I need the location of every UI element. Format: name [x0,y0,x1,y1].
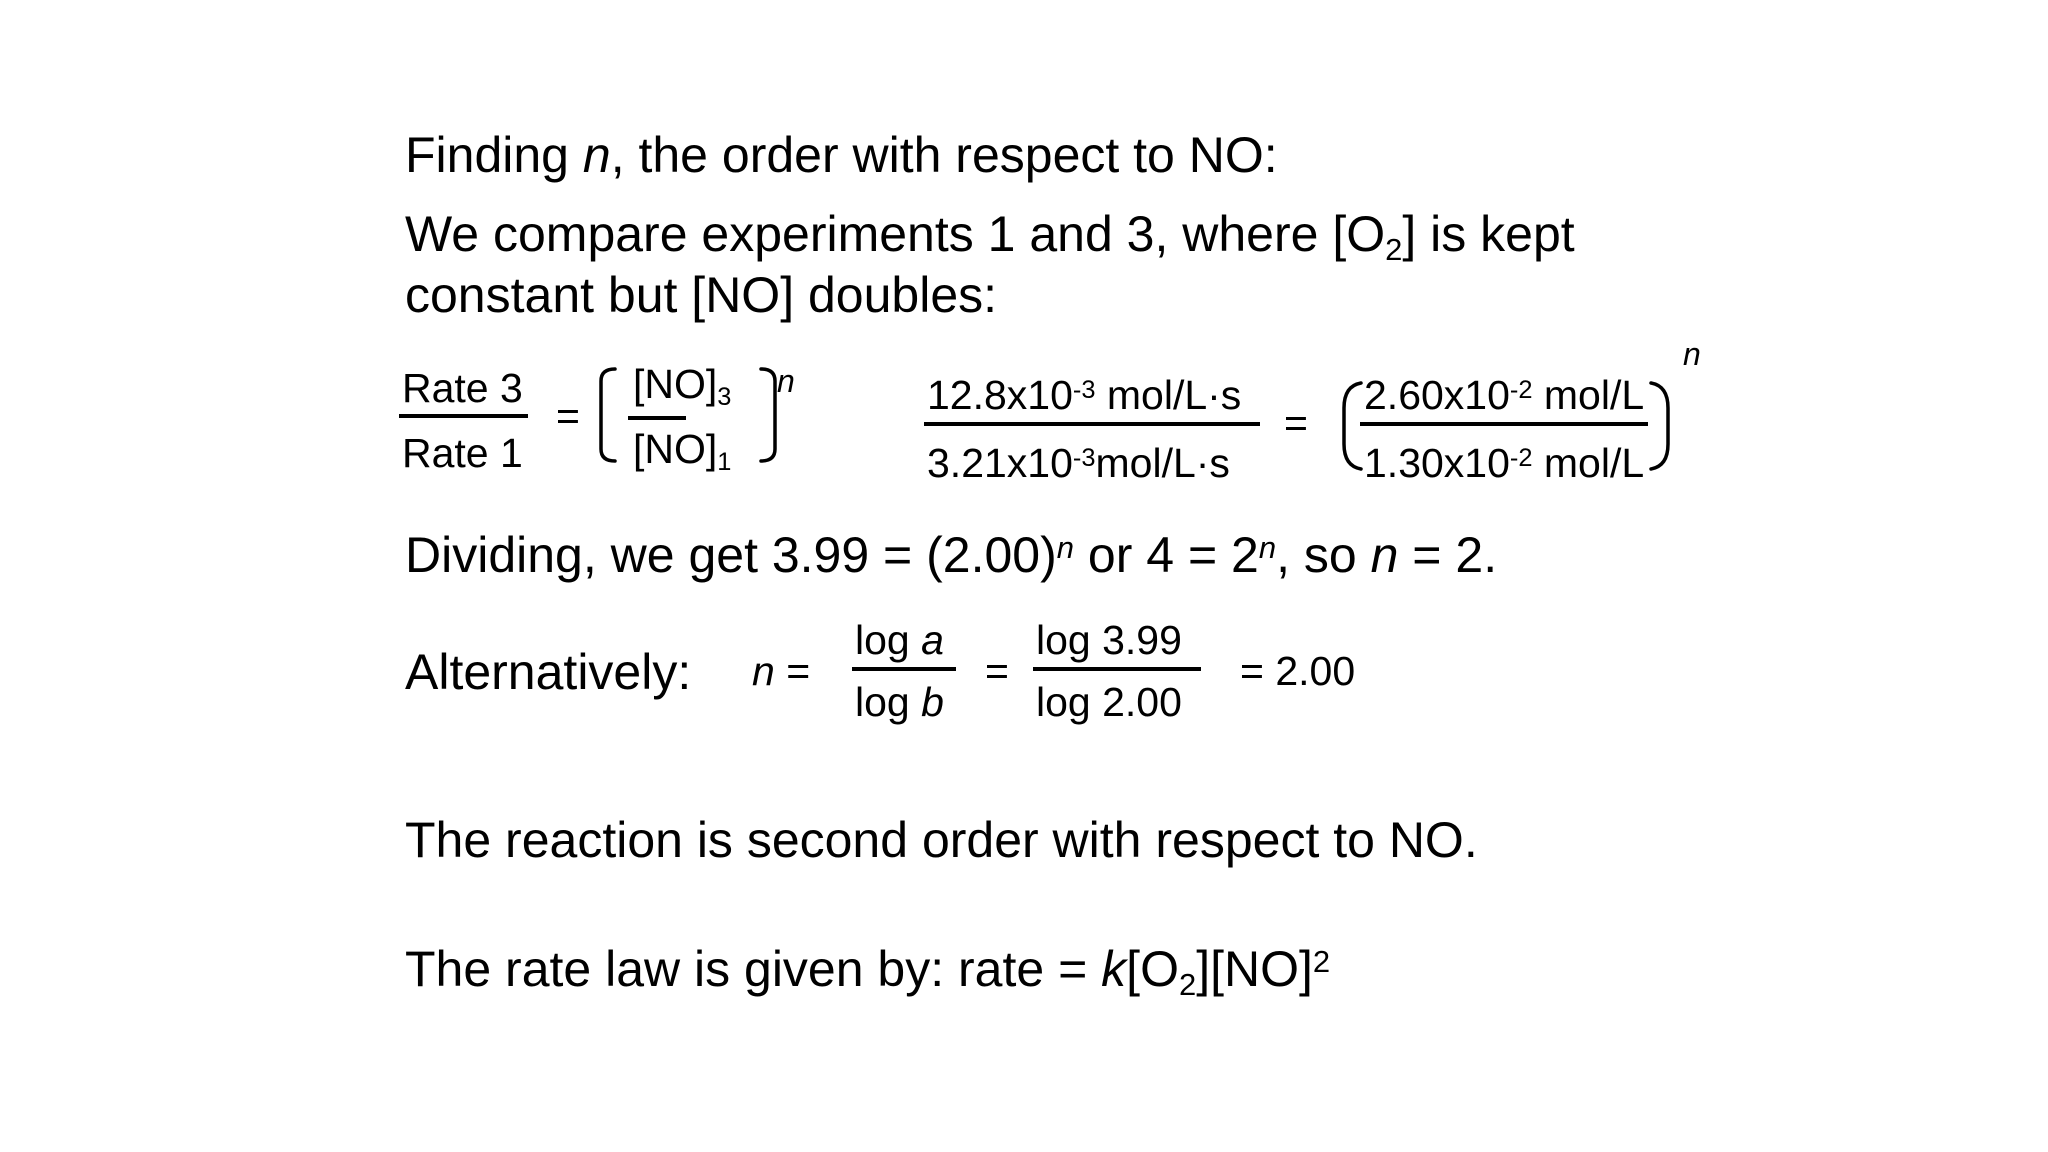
compare-line-1 [405,206,1575,267]
log-a-prefix: log [855,617,922,663]
rate1-denominator: Rate 1 [402,430,523,476]
heading-variable: n [582,127,611,183]
rate-law-no-exponent: 2 [1312,944,1331,980]
log-399-numerator: log 3.99 [1036,617,1182,663]
log-a-numerator [855,617,944,663]
numeric-exponent-text: n [1683,336,1701,372]
numeric-equals-sign: = [1284,400,1308,446]
rate1-unit: mol/L·s [1095,440,1230,486]
rate3-numerator: Rate 3 [402,365,523,411]
concentration-fraction-bar [1360,422,1648,426]
dividing-part-2: or 4 = 2 [1074,527,1259,583]
no3-unit: mol/L [1532,372,1645,418]
no1-subscript: 1 [717,448,732,477]
log-a-variable: a [921,617,944,663]
alternatively-label: Alternatively: [405,644,692,700]
heading [405,127,1278,183]
rate-law-prefix: The rate law is given by: rate = [405,941,1102,997]
left-bracket [598,367,618,463]
left-paren-numeric [1340,380,1364,472]
no1-denominator [633,426,732,477]
right-paren-numeric [1648,380,1672,472]
ratio-equals-sign: = [556,393,580,439]
log-b-prefix: log [855,679,922,725]
ratio-exponent-text: n [777,363,795,399]
no-fraction-bar [628,416,686,420]
no1-text: [NO] [633,426,718,472]
log-result: = 2.00 [1240,648,1356,694]
rate-law-no: ][NO] [1196,941,1313,997]
no1-exponent: -2 [1509,443,1533,472]
right-bracket [758,367,778,463]
dividing-variable: n [1370,527,1399,583]
rate-constant-k: k [1101,941,1127,997]
dividing-part-4: = 2. [1398,527,1498,583]
rate-fraction-bar [399,414,528,418]
rate-law-o2: [O [1126,941,1179,997]
log-values-fraction-bar [1033,667,1201,671]
rate1-value [927,440,1230,486]
n-equals [752,648,811,694]
no3-exponent: -2 [1509,375,1533,404]
compare-line-1-pre: We compare experiments 1 and 3, where [O [405,206,1386,262]
rate3-unit: mol/L·s [1095,372,1242,418]
o2-subscript: 2 [1385,231,1403,267]
no3-text: [NO] [633,361,718,407]
dividing-exponent-2: n [1258,530,1277,566]
log-b-variable: b [921,679,944,725]
log-ab-fraction-bar [852,667,956,671]
log-200-denominator: log 2.00 [1036,679,1182,725]
rate3-value [927,372,1242,418]
rate1-exponent: -3 [1072,443,1096,472]
rate1-mantissa: 3.21x10 [927,440,1073,486]
no3-mantissa: 2.60x10 [1364,372,1510,418]
compare-line-1-post: ] is kept [1402,206,1575,262]
n-equals-sign: = [774,648,811,694]
n-variable: n [752,648,775,694]
rate3-mantissa: 12.8x10 [927,372,1073,418]
log-equals-sign: = [985,648,1009,694]
heading-text-pre: Finding [405,127,583,183]
rate-law-line [405,941,1331,1002]
rate3-exponent: -3 [1072,375,1096,404]
rate-law-o2-subscript: 2 [1178,966,1197,1002]
no1-concentration [1364,440,1645,486]
no3-subscript: 3 [717,383,732,412]
rate-values-fraction-bar [924,422,1260,426]
no1-unit: mol/L [1532,440,1645,486]
ratio-exponent-n [777,365,795,397]
no3-concentration [1364,372,1645,418]
no3-numerator [633,361,732,412]
numeric-exponent-n [1683,338,1701,370]
dividing-part-3: , so [1276,527,1371,583]
compare-line-2: constant but [NO] doubles: [405,267,998,323]
conclusion-line: The reaction is second order with respect to NO. [405,812,1478,868]
no1-mantissa: 1.30x10 [1364,440,1510,486]
dividing-line [405,527,1498,583]
dividing-part-1: Dividing, we get 3.99 = (2.00) [405,527,1057,583]
dividing-exponent-1: n [1056,530,1075,566]
log-b-denominator [855,679,944,725]
heading-text-post: , the order with respect to NO: [610,127,1278,183]
